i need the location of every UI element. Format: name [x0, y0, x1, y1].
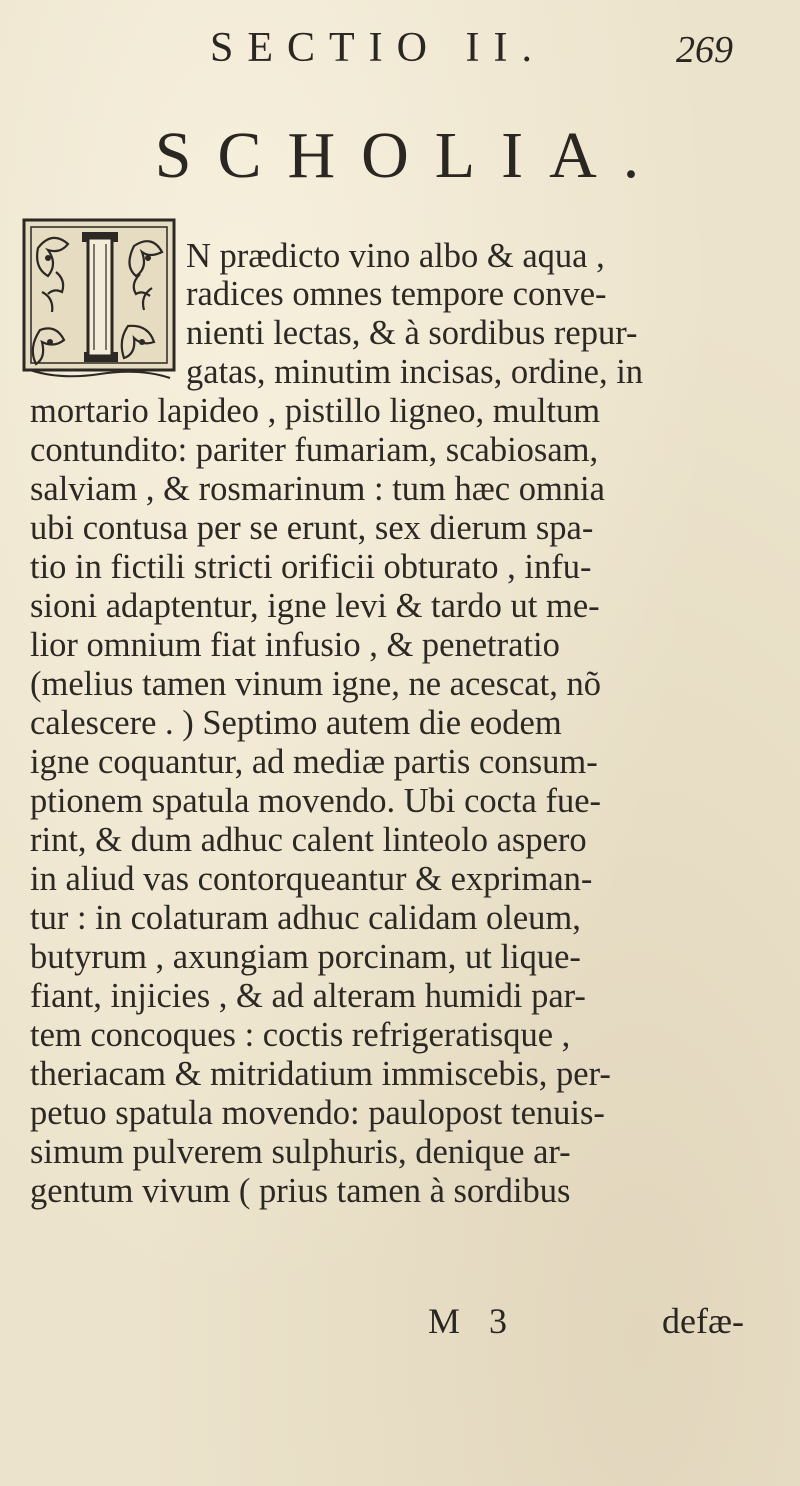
- text-line: mortario lapideo , pistillo ligneo, multum: [30, 392, 601, 430]
- text-line: rint, & dum adhuc calent linteolo aspero: [30, 821, 587, 859]
- text-line: lior omnium fiat infusio , & penetratio: [30, 626, 560, 664]
- text-line: theriacam & mitridatium immiscebis, per-: [30, 1055, 611, 1093]
- text-line: tur : in colaturam adhuc calidam oleum,: [30, 899, 581, 937]
- text-line: fiant, injicies , & ad alteram humidi par-: [30, 977, 586, 1015]
- text-line: ptionem spatula movendo. Ubi cocta fue-: [30, 782, 602, 820]
- page-number: 269: [676, 29, 733, 71]
- text-line: tio in fictili stricti orificii obturato , infu-: [30, 548, 592, 586]
- page-footer: [0, 1300, 800, 1346]
- text-line: petuo spatula movendo: paulopost tenuis-: [30, 1094, 605, 1132]
- text-line: nienti lectas, & à sordibus repur-: [186, 314, 638, 352]
- text-line: simum pulverem sulphuris, denique ar-: [30, 1133, 571, 1171]
- scholia-heading: SCHOLIA.: [154, 119, 666, 192]
- text-line: N prædicto vino albo & aqua ,: [186, 237, 605, 275]
- text-line: contundito: pariter fumariam, scabiosam,: [30, 431, 599, 469]
- section-title: SECTIO II.: [210, 25, 546, 71]
- text-line: sioni adaptentur, igne levi & tardo ut me-: [30, 587, 600, 625]
- text-line: (melius tamen vinum igne, ne acescat, nõ: [30, 665, 601, 703]
- text-line: gentum vivum ( prius tamen à sordibus: [30, 1172, 571, 1210]
- text-line: salviam , & rosmarinum : tum hæc omnia: [30, 470, 605, 508]
- text-line: radices omnes tempore conve-: [186, 275, 607, 313]
- text-line: ubi contusa per se erunt, sex dierum spa-: [30, 509, 594, 547]
- text-line: butyrum , axungiam porcinam, ut lique-: [30, 938, 581, 976]
- text-line: calescere . ) Septimo autem die eodem: [30, 704, 562, 742]
- catchword: defæ-: [662, 1301, 744, 1341]
- text-line: in aliud vas contorqueantur & expriman-: [30, 860, 593, 898]
- signature-mark: M 3: [428, 1301, 518, 1341]
- text-line: gatas, minutim incisas, ordine, in: [186, 353, 644, 391]
- text-line: tem concoques : coctis refrigeratisque ,: [30, 1016, 571, 1054]
- text-line: igne coquantur, ad mediæ partis consum-: [30, 743, 598, 781]
